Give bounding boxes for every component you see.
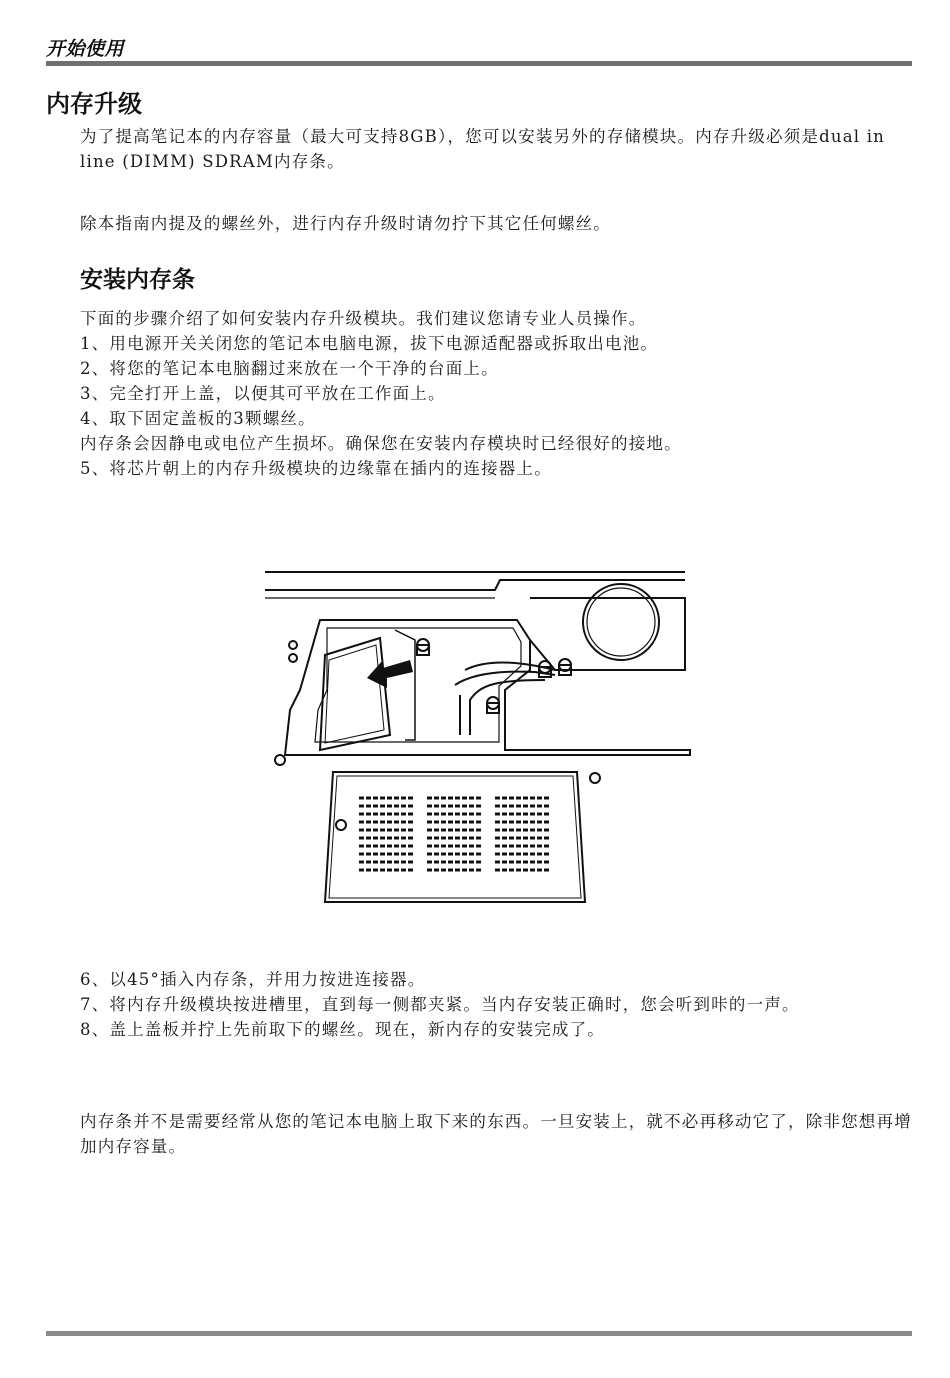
step-5: 5、将芯片朝上的内存升级模块的边缘靠在插内的连接器上。 — [80, 459, 552, 478]
section-title: 内存升级 — [46, 90, 142, 118]
step-1: 1、用电源开关关闭您的笔记本电脑电源，拔下电源适配器或拆取出电池。 — [80, 334, 659, 353]
screw-note: 除本指南内提及的螺丝外，进行内存升级时请勿拧下其它任何螺丝。 — [80, 214, 611, 233]
closing-paragraph: 内存条并不是需要经常从您的笔记本电脑上取下来的东西。一旦安装上，就不必再移动它了，除非您想再增加内存容量。 — [80, 1112, 912, 1156]
footer-rule — [46, 1331, 912, 1336]
page-header-title: 开始使用 — [46, 38, 125, 60]
step-3: 3、完全打开上盖，以便其可平放在工作面上。 — [80, 384, 446, 403]
step-8: 8、盖上盖板并拧上先前取下的螺丝。现在，新内存的安装完成了。 — [80, 1020, 605, 1039]
header-rule — [46, 61, 912, 66]
step-7: 7、将内存升级模块按进槽里，直到每一侧都夹紧。当内存安装正确时，您会听到咔的一声。 — [80, 995, 800, 1014]
install-title: 安装内存条 — [80, 267, 195, 293]
step-4-note: 内存条会因静电或电位产生损坏。确保您在安装内存模块时已经很好的接地。 — [80, 434, 682, 453]
step-6: 6、以45°插入内存条，并用力按进连接器。 — [80, 970, 426, 989]
install-steps-top — [80, 306, 915, 481]
intro-paragraph: 为了提高笔记本的内存容量（最大可支持8GB），您可以安装另外的存储模块。内存升级必须是dual in line (DIMM) SDRAM内存条。 — [80, 127, 886, 171]
step-4: 4、取下固定盖板的3颗螺丝。 — [80, 409, 316, 428]
step-2: 2、将您的笔记本电脑翻过来放在一个干净的台面上。 — [80, 359, 499, 378]
insert-arrow-icon — [367, 660, 413, 688]
install-lead: 下面的步骤介绍了如何安装内存升级模块。我们建议您请专业人员操作。 — [80, 309, 647, 328]
memory-install-illustration — [255, 560, 700, 905]
install-steps-bottom — [80, 967, 915, 1042]
